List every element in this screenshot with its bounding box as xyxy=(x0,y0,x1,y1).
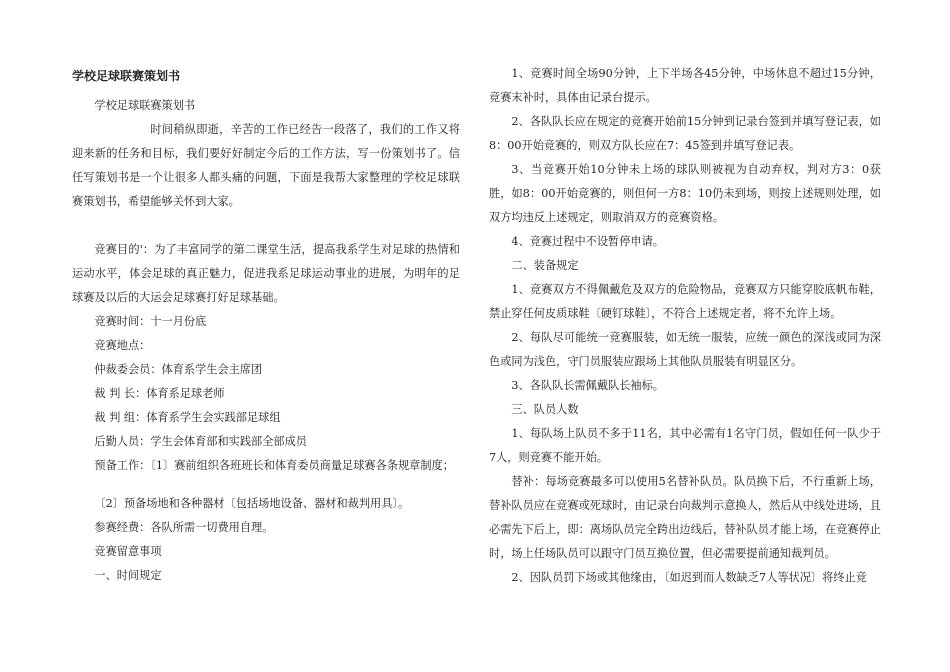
committee-line: 仲裁委会员：体育系学生会主席团 xyxy=(94,363,263,376)
time-rule-2: 2、各队队长应在规定的竞赛开始前15分钟到记录台签到并填写登记表，如8：00开始竞赛的，则双方队长应在7：45签到并填写登记表。 xyxy=(489,115,881,152)
time-rule-3: 3、当竞赛开始10分钟未上场的球队则被视为自动弃权，判对方3：0获胜，如8：00开始竞赛的，则但何一方8：10仍未到场，则按上述规则处理，如双方均违反上述规定，则取消双方的竞赛资格。 xyxy=(489,163,881,224)
notes-heading: 竞赛留意事项 xyxy=(94,545,162,558)
players-rule-2: 2、因队员罚下场或其他缘由，〔如迟到而人数缺乏7人等状况〕将终止竞 xyxy=(511,571,867,584)
preparation-line-1: 预备工作：〔1〕赛前组织各班班长和体育委员商量足球赛各条规章制度； xyxy=(94,459,454,472)
section-equipment-heading: 二、装备规定 xyxy=(511,259,579,272)
place-line: 竞赛地点： xyxy=(94,339,151,352)
referee-group-line: 裁 判 组：体育系学生会实践部足球组 xyxy=(94,411,281,424)
left-column xyxy=(72,62,460,588)
equipment-rule-2: 2、每队尽可能统一竞赛服装，如无统一服装，应统一颜色的深浅或同为深色或同为浅色，守门员服装应跟场上其他队员服装有明显区分。 xyxy=(489,331,881,368)
section-time-heading: 一、时间规定 xyxy=(94,569,162,582)
chief-referee-line: 裁 判 长：体育系足球老师 xyxy=(94,387,225,400)
time-rule-4: 4、竞赛过程中不设暂停申请。 xyxy=(511,235,664,248)
equipment-rule-3: 3、各队队长需佩戴队长袖标。 xyxy=(511,379,664,392)
logistics-line: 后勤人员：学生会体育部和实践部全部成员 xyxy=(94,435,307,448)
preparation-line-2: 〔2〕预备场地和各种器材〔包括场地设备、器材和裁判用具〕。 xyxy=(94,497,410,510)
section-players-heading: 三、队员人数 xyxy=(511,403,579,416)
time-line: 竞赛时间：十一月份底 xyxy=(94,315,207,328)
substitution-rule: 替补：每场竞赛最多可以使用5名替补队员。队员换下后，不行重新上场，替补队员应在竞赛或死球时，由记录台向裁判示意换人，然后从中线处进场，且必需先下后上，即：离场队员完全跨出边线后，替补队员才能上场，在竞赛停止时，场上任场队员可以跟守门员互换位置，但必需要提前通知裁判员。 xyxy=(489,475,881,560)
intro-paragraph: 时间稍纵即逝，辛苦的工作已经告一段落了，我们的工作又将迎来新的任务和目标，我们要好好制定今后的工作方法，写一份策划书了。信任写策划书是一个让很多人都头痛的问题，下面是我帮大家整理的学校足球联赛策划书，希望能够关怀到大家。 xyxy=(72,123,460,208)
players-rule-1: 1、每队场上队员不多于11名，其中必需有1名守门员，假如任何一队少于7人，则竞赛不能开始。 xyxy=(489,427,881,464)
purpose-paragraph: 竞赛目的'：为了丰富同学的第二课堂生活，提高我系学生对足球的热情和运动水平，体会足球的真正魅力，促进我系足球运动事业的进展，为明年的足球赛及以后的大运会足球赛打好足球基础。 xyxy=(72,243,460,304)
document-title: 学校足球联赛策划书 xyxy=(72,69,181,83)
time-rule-1: 1、竞赛时间全场90分钟，上下半场各45分钟，中场休息不超过15分钟，竞赛末补时，具体由记录台提示。 xyxy=(489,67,881,104)
right-column xyxy=(489,62,881,590)
fee-line: 参赛经费：各队所需一切费用自理。 xyxy=(94,521,274,534)
equipment-rule-1: 1、竞赛双方不得佩戴危及双方的危险物品，竞赛双方只能穿胶底帆布鞋，禁止穿任何皮质球鞋〔硬钉球鞋〕，不符合上述规定者，将不允许上场。 xyxy=(489,283,881,320)
document-subtitle: 学校足球联赛策划书 xyxy=(94,99,196,112)
